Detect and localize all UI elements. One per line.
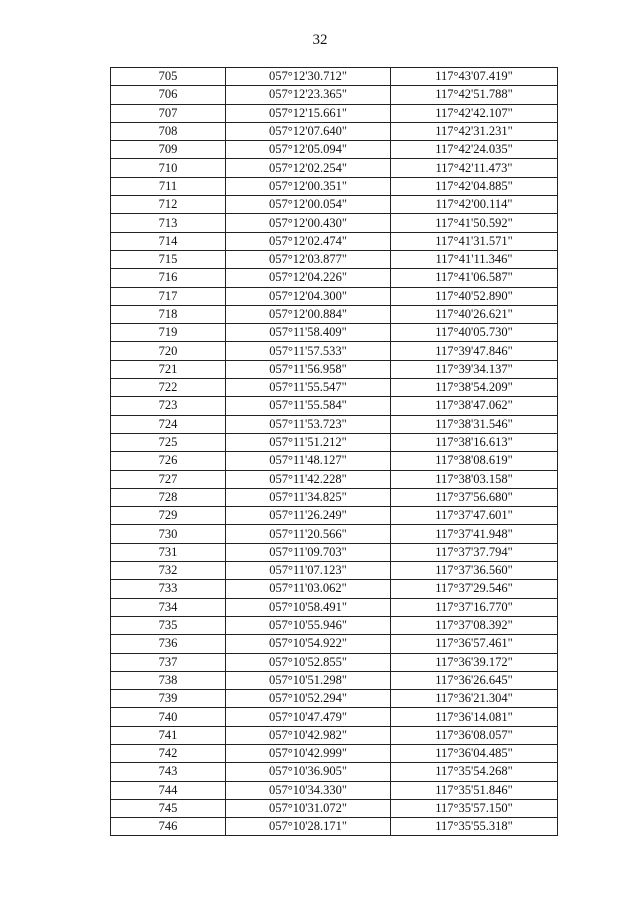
point-number-cell: 722 — [111, 379, 226, 397]
table-row — [111, 433, 558, 451]
latitude-cell: 057°11'55.584" — [226, 397, 391, 415]
latitude-cell: 057°11'56.958" — [226, 360, 391, 378]
latitude-cell: 057°11'48.127" — [226, 452, 391, 470]
table-row — [111, 269, 558, 287]
point-number-cell: 735 — [111, 616, 226, 634]
table-row — [111, 616, 558, 634]
point-number-cell: 725 — [111, 433, 226, 451]
latitude-cell: 057°10'55.946" — [226, 616, 391, 634]
longitude-cell: 117°36'39.172" — [391, 653, 558, 671]
table-row — [111, 214, 558, 232]
table-row — [111, 543, 558, 561]
longitude-cell: 117°41'06.587" — [391, 269, 558, 287]
longitude-cell: 117°37'47.601" — [391, 507, 558, 525]
latitude-cell: 057°11'20.566" — [226, 525, 391, 543]
longitude-cell: 117°42'42.107" — [391, 104, 558, 122]
point-number-cell: 711 — [111, 177, 226, 195]
latitude-cell: 057°12'00.351" — [226, 177, 391, 195]
longitude-cell: 117°37'16.770" — [391, 598, 558, 616]
table-row — [111, 726, 558, 744]
table-row — [111, 799, 558, 817]
latitude-cell: 057°11'51.212" — [226, 433, 391, 451]
longitude-cell: 117°36'57.461" — [391, 635, 558, 653]
table-row — [111, 122, 558, 140]
latitude-cell: 057°11'57.533" — [226, 342, 391, 360]
table-row — [111, 232, 558, 250]
latitude-cell: 057°11'58.409" — [226, 324, 391, 342]
table-row — [111, 287, 558, 305]
latitude-cell: 057°10'42.982" — [226, 726, 391, 744]
point-number-cell: 723 — [111, 397, 226, 415]
point-number-cell: 705 — [111, 68, 226, 86]
point-number-cell: 736 — [111, 635, 226, 653]
point-number-cell: 726 — [111, 452, 226, 470]
point-number-cell: 734 — [111, 598, 226, 616]
latitude-cell: 057°12'30.712" — [226, 68, 391, 86]
latitude-cell: 057°12'23.365" — [226, 86, 391, 104]
table-row — [111, 141, 558, 159]
latitude-cell: 057°10'42.999" — [226, 744, 391, 762]
table-row — [111, 744, 558, 762]
table-row — [111, 177, 558, 195]
longitude-cell: 117°36'04.485" — [391, 744, 558, 762]
point-number-cell: 706 — [111, 86, 226, 104]
latitude-cell: 057°11'07.123" — [226, 562, 391, 580]
point-number-cell: 729 — [111, 507, 226, 525]
latitude-cell: 057°12'00.430" — [226, 214, 391, 232]
point-number-cell: 715 — [111, 250, 226, 268]
longitude-cell: 117°42'31.231" — [391, 122, 558, 140]
table-row — [111, 562, 558, 580]
point-number-cell: 728 — [111, 488, 226, 506]
longitude-cell: 117°38'31.546" — [391, 415, 558, 433]
latitude-cell: 057°10'36.905" — [226, 763, 391, 781]
latitude-cell: 057°12'02.254" — [226, 159, 391, 177]
table-row — [111, 818, 558, 836]
longitude-cell: 117°42'04.885" — [391, 177, 558, 195]
point-number-cell: 743 — [111, 763, 226, 781]
longitude-cell: 117°40'52.890" — [391, 287, 558, 305]
latitude-cell: 057°11'42.228" — [226, 470, 391, 488]
latitude-cell: 057°11'03.062" — [226, 580, 391, 598]
table-row — [111, 635, 558, 653]
longitude-cell: 117°35'51.846" — [391, 781, 558, 799]
point-number-cell: 709 — [111, 141, 226, 159]
latitude-cell: 057°10'47.479" — [226, 708, 391, 726]
point-number-cell: 719 — [111, 324, 226, 342]
latitude-cell: 057°10'54.922" — [226, 635, 391, 653]
table-row — [111, 86, 558, 104]
longitude-cell: 117°40'05.730" — [391, 324, 558, 342]
longitude-cell: 117°36'14.081" — [391, 708, 558, 726]
table-row — [111, 781, 558, 799]
table-row — [111, 653, 558, 671]
point-number-cell: 713 — [111, 214, 226, 232]
longitude-cell: 117°40'26.621" — [391, 305, 558, 323]
table-row — [111, 708, 558, 726]
longitude-cell: 117°38'08.619" — [391, 452, 558, 470]
longitude-cell: 117°39'34.137" — [391, 360, 558, 378]
longitude-cell: 117°42'51.788" — [391, 86, 558, 104]
latitude-cell: 057°10'31.072" — [226, 799, 391, 817]
table-row — [111, 342, 558, 360]
coordinates-table-body — [111, 68, 558, 836]
point-number-cell: 746 — [111, 818, 226, 836]
longitude-cell: 117°42'24.035" — [391, 141, 558, 159]
point-number-cell: 716 — [111, 269, 226, 287]
point-number-cell: 724 — [111, 415, 226, 433]
point-number-cell: 733 — [111, 580, 226, 598]
longitude-cell: 117°41'50.592" — [391, 214, 558, 232]
point-number-cell: 721 — [111, 360, 226, 378]
longitude-cell: 117°36'21.304" — [391, 690, 558, 708]
point-number-cell: 707 — [111, 104, 226, 122]
latitude-cell: 057°12'04.226" — [226, 269, 391, 287]
table-row — [111, 397, 558, 415]
latitude-cell: 057°10'28.171" — [226, 818, 391, 836]
longitude-cell: 117°36'26.645" — [391, 671, 558, 689]
table-row — [111, 470, 558, 488]
longitude-cell: 117°42'00.114" — [391, 196, 558, 214]
longitude-cell: 117°42'11.473" — [391, 159, 558, 177]
point-number-cell: 740 — [111, 708, 226, 726]
point-number-cell: 710 — [111, 159, 226, 177]
longitude-cell: 117°39'47.846" — [391, 342, 558, 360]
table-row — [111, 763, 558, 781]
latitude-cell: 057°10'58.491" — [226, 598, 391, 616]
longitude-cell: 117°37'36.560" — [391, 562, 558, 580]
point-number-cell: 744 — [111, 781, 226, 799]
latitude-cell: 057°10'52.855" — [226, 653, 391, 671]
table-row — [111, 690, 558, 708]
longitude-cell: 117°35'54.268" — [391, 763, 558, 781]
point-number-cell: 741 — [111, 726, 226, 744]
latitude-cell: 057°12'07.640" — [226, 122, 391, 140]
table-row — [111, 507, 558, 525]
table-row — [111, 250, 558, 268]
longitude-cell: 117°41'31.571" — [391, 232, 558, 250]
table-row — [111, 305, 558, 323]
latitude-cell: 057°12'00.884" — [226, 305, 391, 323]
table-row — [111, 525, 558, 543]
point-number-cell: 739 — [111, 690, 226, 708]
longitude-cell: 117°37'08.392" — [391, 616, 558, 634]
point-number-cell: 718 — [111, 305, 226, 323]
longitude-cell: 117°35'55.318" — [391, 818, 558, 836]
latitude-cell: 057°11'26.249" — [226, 507, 391, 525]
table-row — [111, 671, 558, 689]
point-number-cell: 745 — [111, 799, 226, 817]
longitude-cell: 117°38'47.062" — [391, 397, 558, 415]
table-row — [111, 488, 558, 506]
table-row — [111, 196, 558, 214]
table-row — [111, 580, 558, 598]
point-number-cell: 714 — [111, 232, 226, 250]
longitude-cell: 117°37'37.794" — [391, 543, 558, 561]
point-number-cell: 712 — [111, 196, 226, 214]
table-row — [111, 452, 558, 470]
latitude-cell: 057°12'05.094" — [226, 141, 391, 159]
point-number-cell: 732 — [111, 562, 226, 580]
point-number-cell: 708 — [111, 122, 226, 140]
latitude-cell: 057°10'34.330" — [226, 781, 391, 799]
longitude-cell: 117°37'56.680" — [391, 488, 558, 506]
latitude-cell: 057°10'52.294" — [226, 690, 391, 708]
table-row — [111, 159, 558, 177]
latitude-cell: 057°11'53.723" — [226, 415, 391, 433]
latitude-cell: 057°11'34.825" — [226, 488, 391, 506]
latitude-cell: 057°12'04.300" — [226, 287, 391, 305]
point-number-cell: 738 — [111, 671, 226, 689]
latitude-cell: 057°11'55.547" — [226, 379, 391, 397]
longitude-cell: 117°37'41.948" — [391, 525, 558, 543]
table-row — [111, 324, 558, 342]
longitude-cell: 117°38'54.209" — [391, 379, 558, 397]
table-row — [111, 379, 558, 397]
point-number-cell: 742 — [111, 744, 226, 762]
table-row — [111, 360, 558, 378]
point-number-cell: 720 — [111, 342, 226, 360]
latitude-cell: 057°12'15.661" — [226, 104, 391, 122]
longitude-cell: 117°35'57.150" — [391, 799, 558, 817]
point-number-cell: 717 — [111, 287, 226, 305]
point-number-cell: 737 — [111, 653, 226, 671]
table-row — [111, 68, 558, 86]
latitude-cell: 057°10'51.298" — [226, 671, 391, 689]
longitude-cell: 117°41'11.346" — [391, 250, 558, 268]
point-number-cell: 727 — [111, 470, 226, 488]
longitude-cell: 117°38'16.613" — [391, 433, 558, 451]
table-row — [111, 415, 558, 433]
longitude-cell: 117°36'08.057" — [391, 726, 558, 744]
latitude-cell: 057°12'02.474" — [226, 232, 391, 250]
latitude-cell: 057°12'00.054" — [226, 196, 391, 214]
latitude-cell: 057°11'09.703" — [226, 543, 391, 561]
longitude-cell: 117°38'03.158" — [391, 470, 558, 488]
longitude-cell: 117°43'07.419" — [391, 68, 558, 86]
longitude-cell: 117°37'29.546" — [391, 580, 558, 598]
point-number-cell: 731 — [111, 543, 226, 561]
point-number-cell: 730 — [111, 525, 226, 543]
coordinates-table — [110, 67, 558, 836]
table-row — [111, 104, 558, 122]
latitude-cell: 057°12'03.877" — [226, 250, 391, 268]
table-row — [111, 598, 558, 616]
page-number: 32 — [312, 32, 328, 48]
